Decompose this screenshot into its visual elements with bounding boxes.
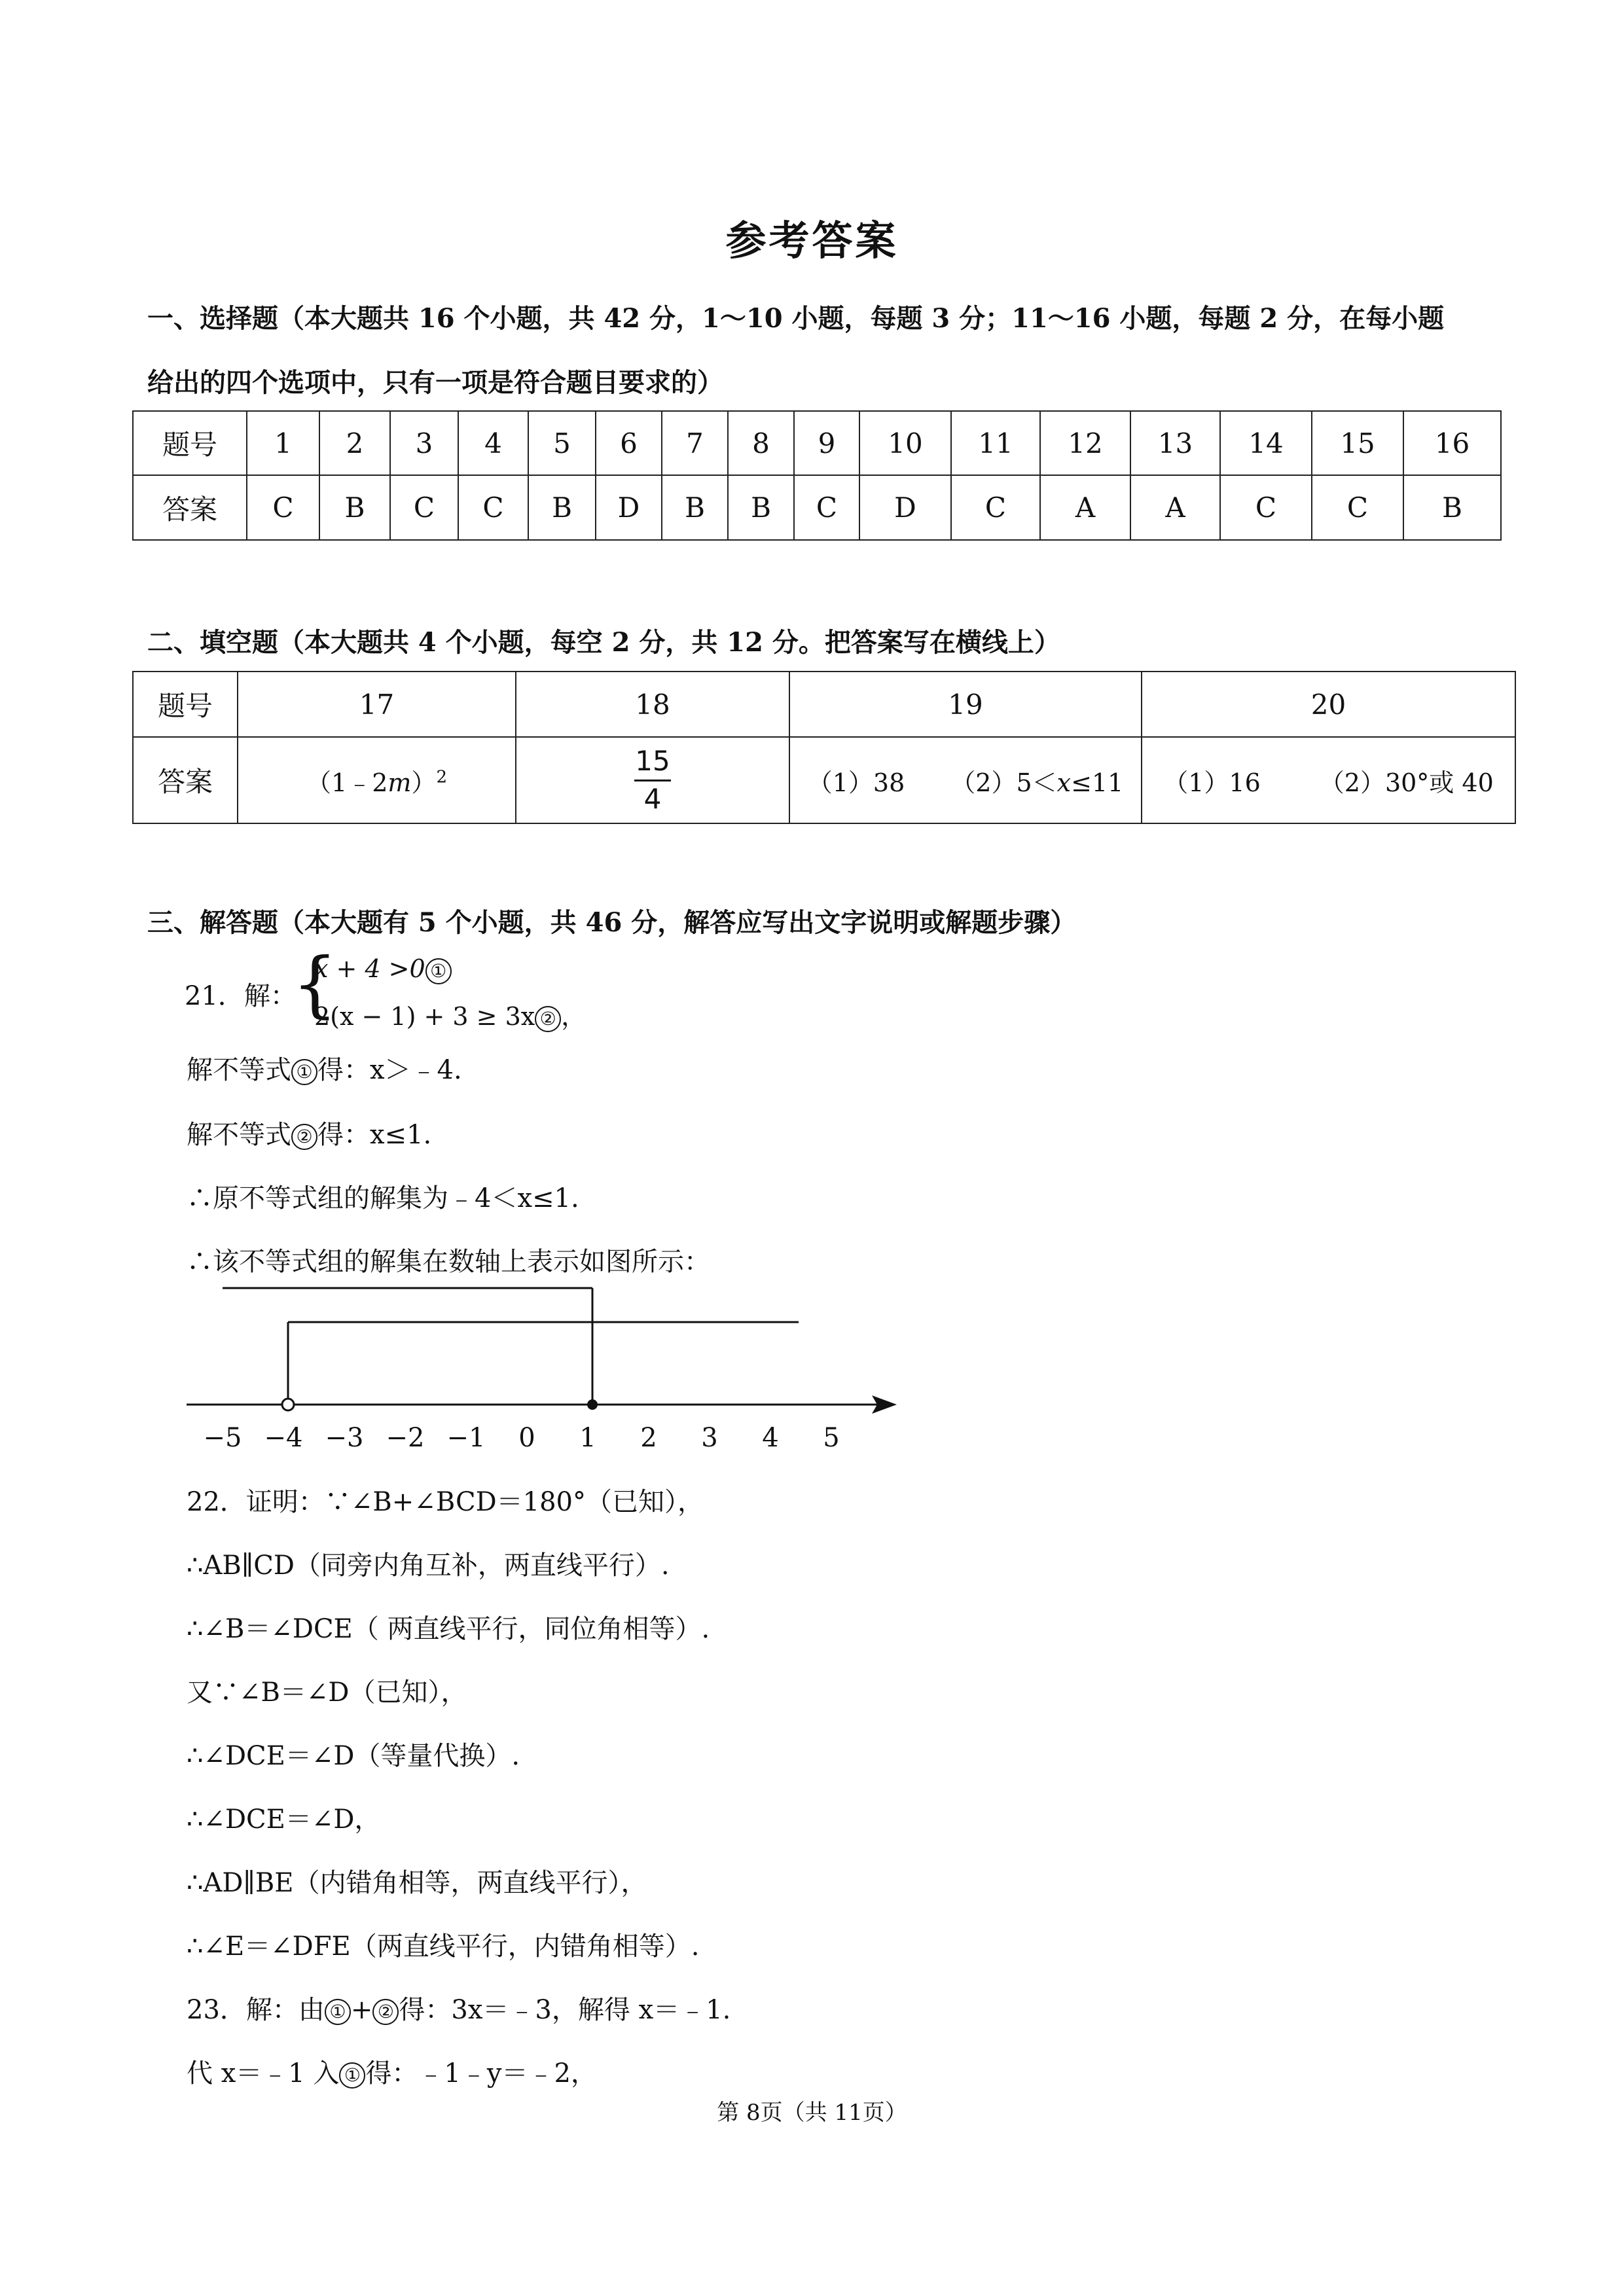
answer-cell: C — [390, 475, 458, 540]
answer-cell: B — [319, 475, 390, 540]
question-number: 9 — [794, 411, 859, 475]
tick-label: −1 — [446, 1423, 486, 1453]
question-number: 6 — [596, 411, 662, 475]
question-number: 13 — [1130, 411, 1220, 475]
answer-cell: C — [458, 475, 528, 540]
row-label-question: 题号 — [133, 411, 247, 475]
tick-label: 5 — [823, 1423, 840, 1453]
question-number: 14 — [1220, 411, 1312, 475]
q21-step-1: 解不等式 ① 得：x＞﹣4. — [187, 1055, 462, 1085]
answer-cell: D — [859, 475, 951, 540]
q21-step-3: ∴原不等式组的解集为﹣4＜x≤1. — [187, 1183, 579, 1213]
section2-heading: 二、填空题（本大题共 4 个小题，每空 2 分，共 12 分。把答案写在横线上） — [147, 627, 1060, 658]
section1-heading-line2: 给出的四个选项中，只有一项是符合题目要求的） — [147, 367, 723, 398]
q22-line-8: ∴∠E＝∠DFE（两直线平行，内错角相等）. — [187, 1931, 700, 1962]
answer-18 — [516, 737, 789, 823]
tick-label: 3 — [701, 1423, 718, 1453]
fraction: $\frac{15}{4}$ — [635, 745, 670, 815]
answer-20: （1）16 （2）30°或 40 — [1142, 737, 1515, 823]
q22-line-5: ∴∠DCE＝∠D（等量代换）. — [187, 1741, 520, 1771]
answer-17: （1﹣2m）$^2$ — [238, 737, 516, 823]
fraction-bar — [634, 780, 671, 781]
question-number: 3 — [390, 411, 458, 475]
tick-labels — [204, 1423, 840, 1453]
row-label-question: 题号 — [133, 672, 238, 737]
closed-endpoint — [587, 1399, 598, 1410]
open-endpoint — [282, 1399, 294, 1410]
tick-label: −4 — [264, 1423, 303, 1453]
row-label-answer: 答案 — [133, 737, 238, 823]
page-footer: 第 8页（共 11页） — [717, 2100, 907, 2126]
question-number: 2 — [319, 411, 390, 475]
question-number: 4 — [458, 411, 528, 475]
question-number: 8 — [728, 411, 794, 475]
answer-cell: C — [1220, 475, 1312, 540]
row-label-answer: 答案 — [133, 475, 247, 540]
q22-line-2: ∴AB∥CD（同旁内角互补，两直线平行）. — [187, 1551, 670, 1581]
page-title: 参考答案 — [725, 217, 899, 264]
tick-label: −5 — [203, 1423, 242, 1453]
answer-cell: D — [596, 475, 662, 540]
answer-row — [133, 475, 1501, 540]
answer-cell: B — [662, 475, 728, 540]
q21-step-2: 解不等式 ② 得：x≤1. — [187, 1120, 432, 1150]
q21-label: 21．解： — [185, 981, 297, 1011]
q22-line-7: ∴AD∥BE（内错角相等，两直线平行）， — [187, 1868, 647, 1898]
q21-inequality-1: x + 4 >0 ① — [314, 954, 452, 984]
q22-line-3: ∴∠B＝∠DCE（ 两直线平行，同位角相等）. — [187, 1614, 710, 1644]
answer-cell: C — [951, 475, 1040, 540]
question-number: 12 — [1040, 411, 1130, 475]
section1-heading-line1: 一、选择题（本大题共 16 个小题，共 42 分，1～10 小题，每题 3 分；11～16 小题，每题 2 分，在每小题 — [147, 303, 1445, 334]
question-number: 5 — [528, 411, 596, 475]
answer-cell: C — [1312, 475, 1403, 540]
tick-label: 4 — [762, 1423, 779, 1453]
fill-in-answer-table — [132, 671, 1516, 824]
question-number: 10 — [859, 411, 951, 475]
answer-cell: A — [1130, 475, 1220, 540]
tick-label: −2 — [386, 1423, 425, 1453]
section3-heading: 三、解答题（本大题有 5 个小题，共 46 分，解答应写出文字说明或解题步骤） — [147, 907, 1077, 938]
q21-inequality-2: 2(x − 1) + 3 ≥ 3x ② ， — [314, 1002, 586, 1031]
question-number: 17 — [238, 672, 516, 737]
tick-label: 0 — [518, 1423, 535, 1453]
question-number: 1 — [247, 411, 319, 475]
question-number: 7 — [662, 411, 728, 475]
q23-line-2: 代 x＝﹣1 入 ① 得：﹣1﹣y＝﹣2， — [187, 2058, 597, 2089]
q23-line-1: 23．解：由 ① + ② 得：3x＝﹣3，解得 x＝﹣1. — [187, 1995, 731, 2025]
answer-cell: C — [794, 475, 859, 540]
multiple-choice-answer-table — [132, 410, 1502, 541]
question-number: 15 — [1312, 411, 1403, 475]
question-number: 11 — [951, 411, 1040, 475]
question-number: 16 — [1403, 411, 1501, 475]
answer-19: （1）38 （2）5＜x≤11 — [789, 737, 1142, 823]
answer-cell: B — [728, 475, 794, 540]
number-line-diagram — [177, 1283, 903, 1460]
question-number: 20 — [1142, 672, 1515, 737]
question-number-row — [133, 411, 1501, 475]
answer-cell: B — [1403, 475, 1501, 540]
tick-label: 1 — [579, 1423, 596, 1453]
system-brace: { — [292, 942, 338, 1026]
question-number: 19 — [789, 672, 1142, 737]
tick-label: −3 — [325, 1423, 364, 1453]
q22-line-1: 22．证明：∵∠B+∠BCD＝180°（已知）， — [187, 1487, 704, 1517]
answer-cell: A — [1040, 475, 1130, 540]
q21-step-4: ∴该不等式组的解集在数轴上表示如图所示： — [187, 1247, 710, 1277]
question-number: 18 — [516, 672, 789, 737]
q22-line-4: 又∵∠B＝∠D（已知）， — [187, 1677, 467, 1708]
tick-label: 2 — [640, 1423, 657, 1453]
q22-line-6: ∴∠DCE＝∠D， — [187, 1804, 381, 1835]
answer-cell: C — [247, 475, 319, 540]
answer-cell: B — [528, 475, 596, 540]
